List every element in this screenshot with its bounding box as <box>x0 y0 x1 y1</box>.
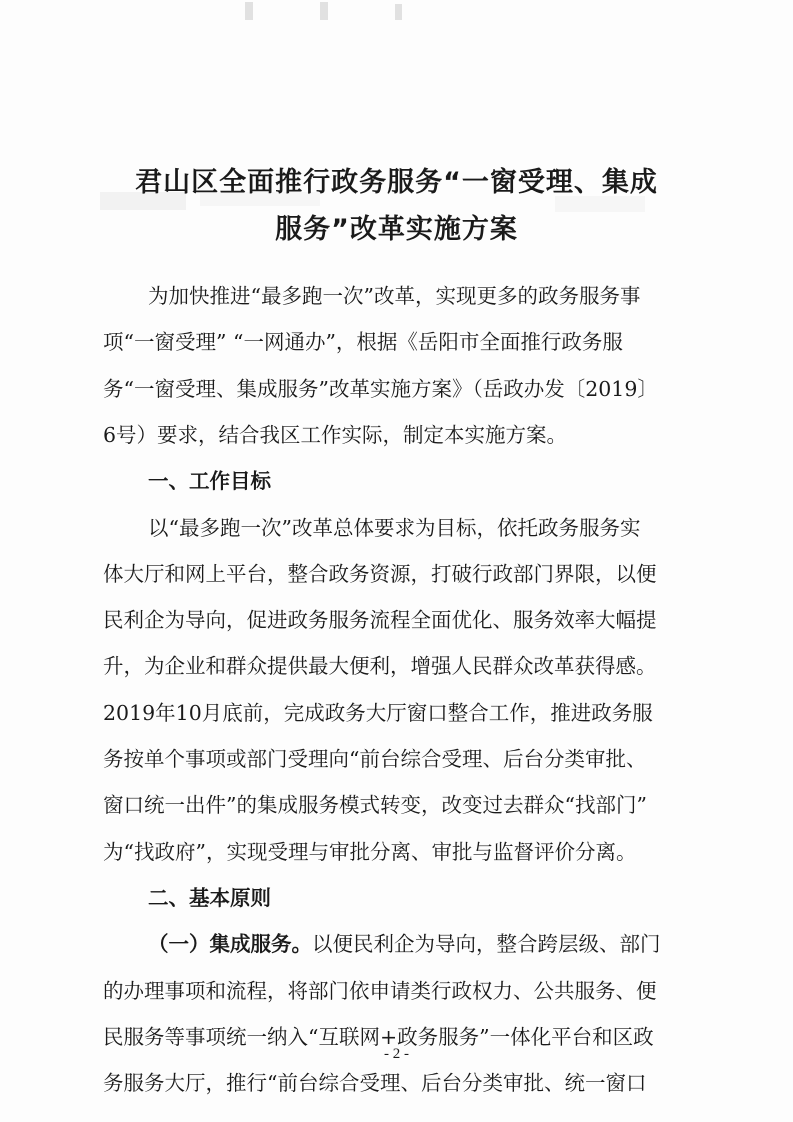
scan-mark <box>395 4 402 20</box>
scan-mark <box>245 2 253 20</box>
intro-line-4: 6号）要求，结合我区工作实际，制定本实施方案。 <box>103 422 568 447</box>
document-title-line-1: 君山区全面推行政务服务“一窗受理、集成 <box>135 167 658 198</box>
subsection-title: （一）集成服务。 <box>148 932 312 957</box>
section-heading-principles: 二、基本原则 <box>148 885 271 910</box>
section2-line-3: 民服务等事项统一纳入“互联网+政务服务”一体化平台和区政 <box>103 1024 654 1049</box>
section1-line-3: 民利企为导向，促进政务服务流程全面优化、服务效率大幅提 <box>103 608 657 633</box>
intro-line-3: 务“一窗受理、集成服务”改革实施方案》（岳政办发〔2019〕 <box>103 376 658 401</box>
section1-line-1: 以“最多跑一次”改革总体要求为目标，依托政务服务实 <box>148 515 641 540</box>
subsection-text: 以便民利企为导向，整合跨层级、部门 <box>312 932 661 957</box>
section2-line-1 <box>148 930 661 958</box>
section1-line-8: 为“找政府”，实现受理与审批分离、审批与监督评价分离。 <box>103 839 637 864</box>
section1-line-4: 升，为企业和群众提供最大便利，增强人民群众改革获得感。 <box>103 654 657 679</box>
intro-line-1: 为加快推进“最多跑一次”改革，实现更多的政务服务事 <box>148 284 641 308</box>
section1-line-7: 窗口统一出件”的集成服务模式转变，改变过去群众“找部门” <box>103 793 647 818</box>
page-number: - 2 - <box>384 1046 409 1062</box>
document-title-line-2: 服务”改革实施方案 <box>275 214 518 245</box>
intro-line-2: 项“一窗受理” “一网通办”，根据《岳阳市全面推行政务服 <box>103 330 623 355</box>
section1-line-6: 务按单个事项或部门受理向“前台综合受理、后台分类审批、 <box>103 747 647 771</box>
section2-line-4: 务服务大厅，推行“前台综合受理、后台分类审批、统一窗口 <box>103 1071 647 1096</box>
section-heading-goals: 一、工作目标 <box>148 469 271 494</box>
scan-mark <box>320 2 328 20</box>
section2-line-2: 的办理事项和流程，将部门依申请类行政权力、公共服务、便 <box>103 978 657 1003</box>
section1-line-5: 2019年10月底前，完成政务大厅窗口整合工作，推进政务服 <box>103 700 653 725</box>
section1-line-2: 体大厅和网上平台，整合政务资源，打破行政部门界限，以便 <box>103 561 657 586</box>
